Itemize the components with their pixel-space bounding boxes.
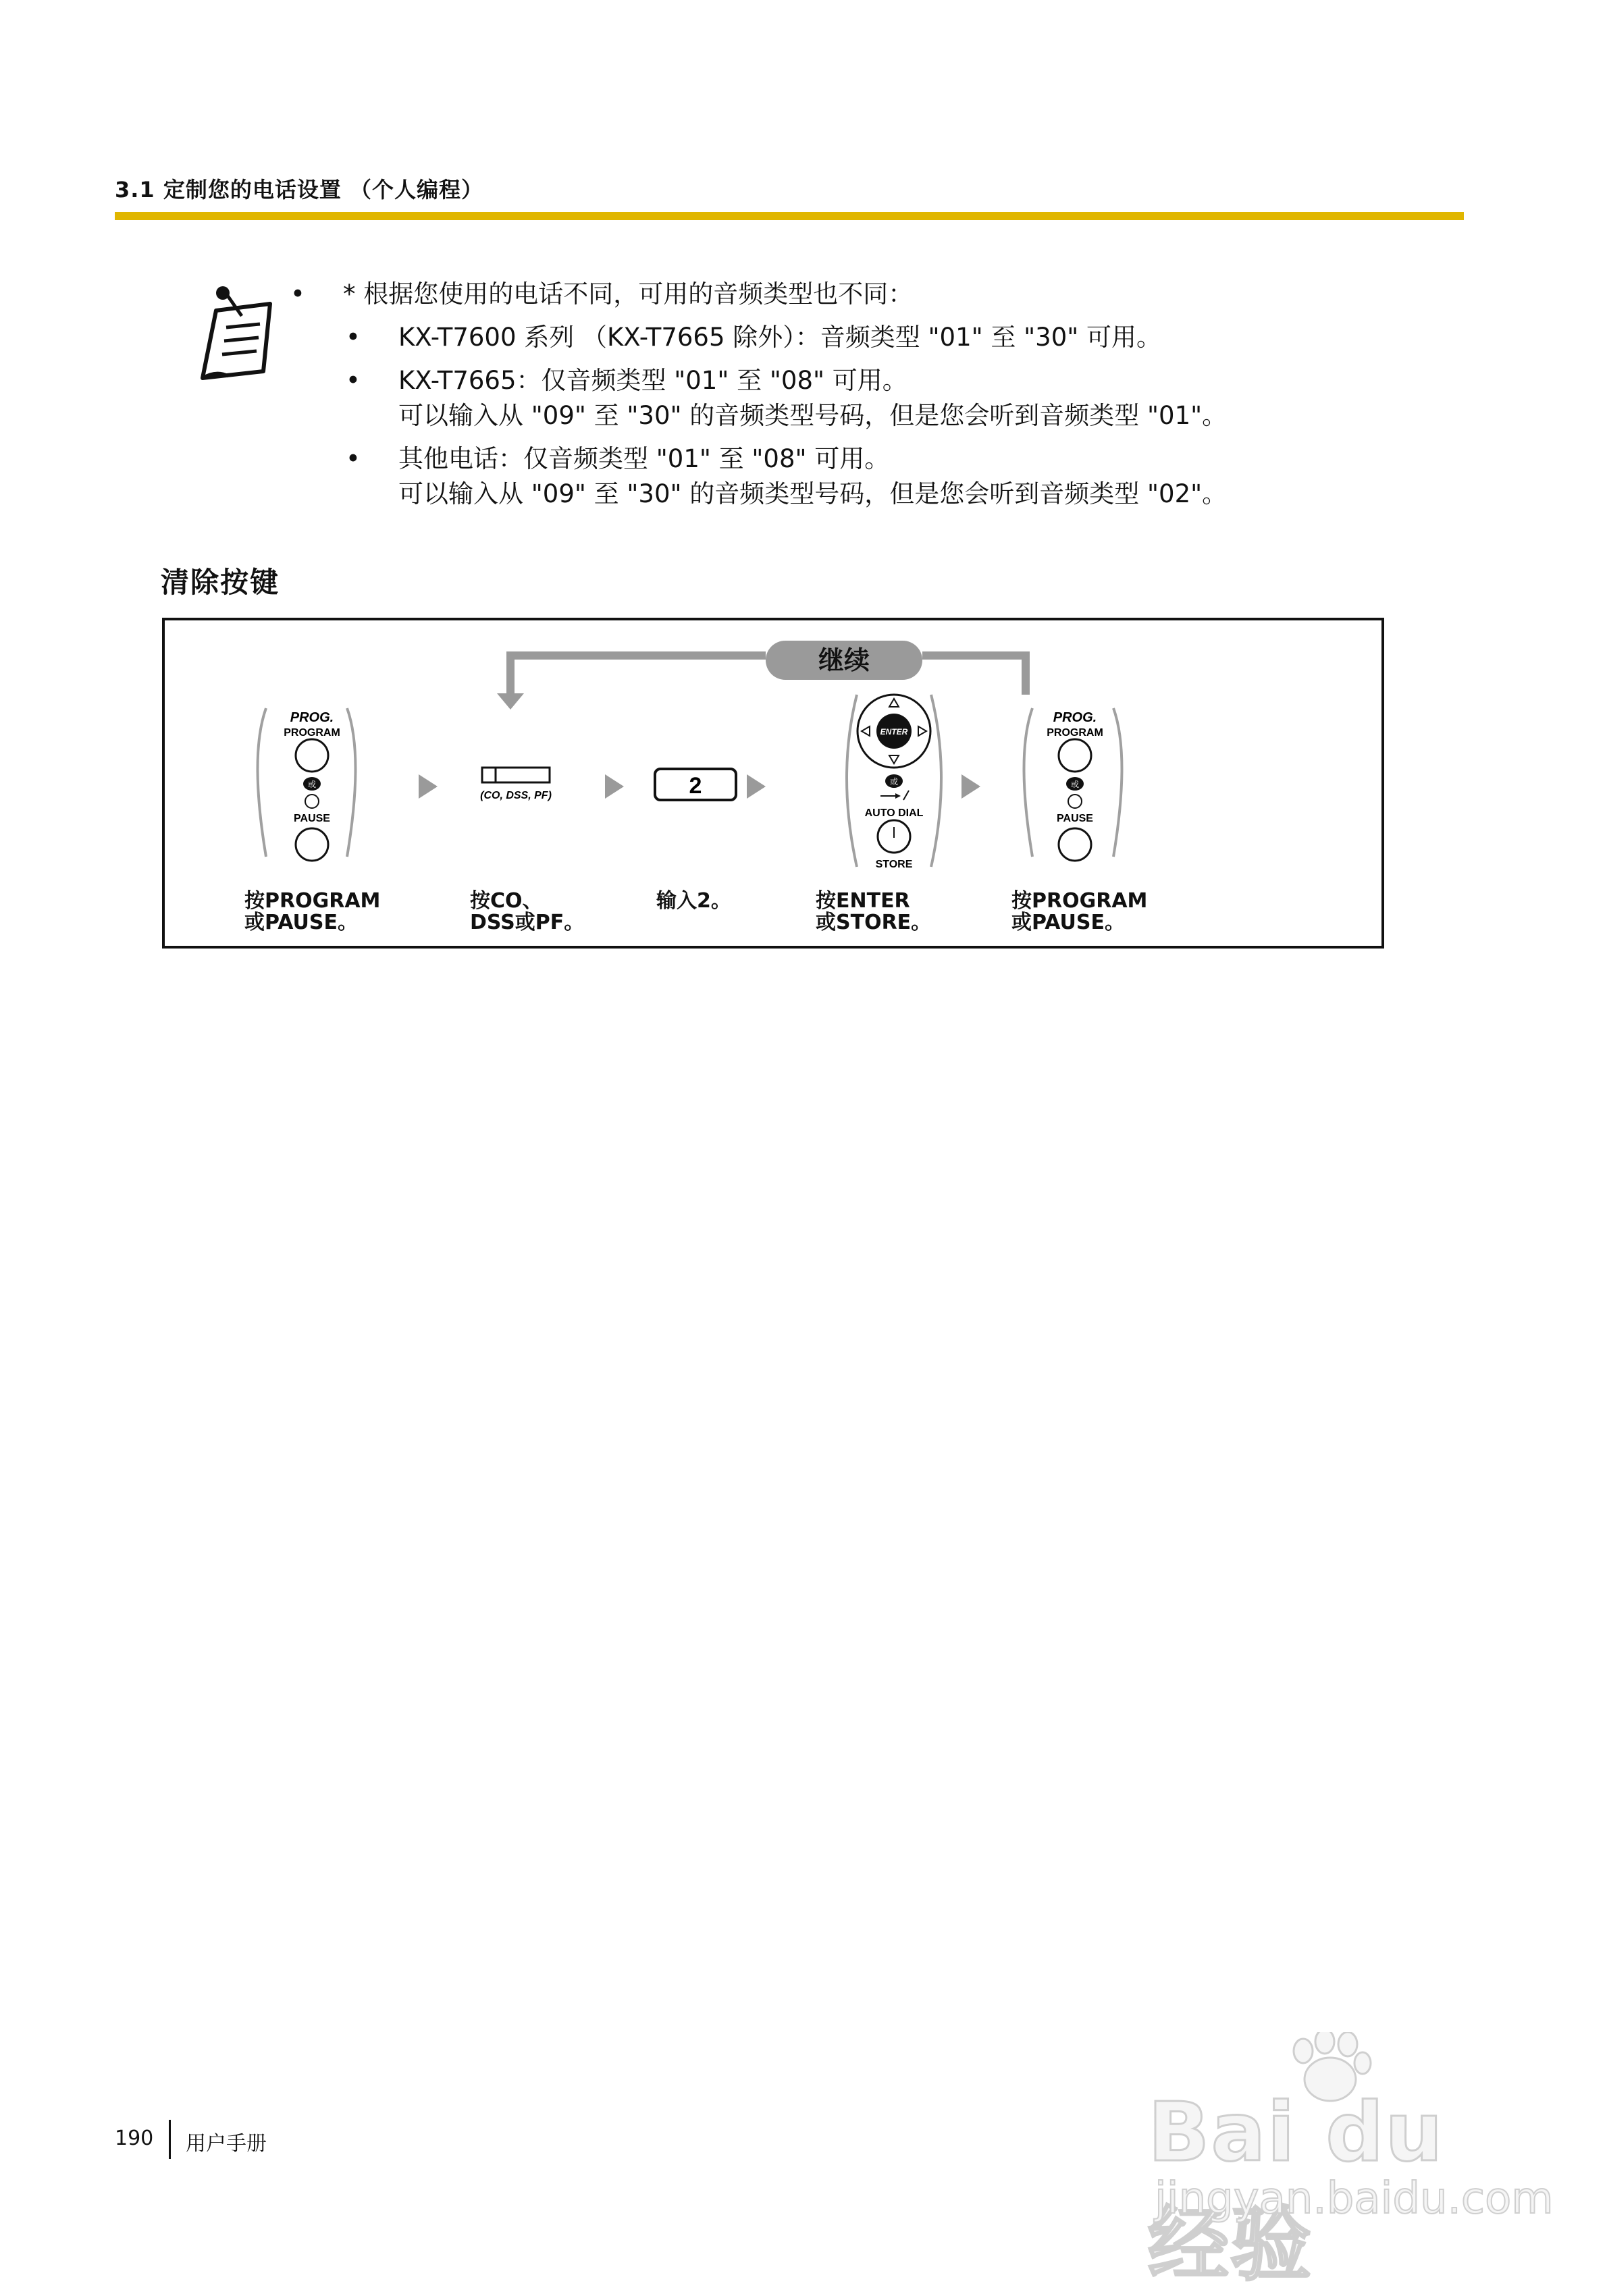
pause-button[interactable] [1059, 828, 1091, 861]
program-pause-keys [258, 708, 356, 861]
program-label: PROGRAM [1047, 727, 1103, 739]
step-caption [470, 890, 584, 934]
manual-name: 用户手册 [186, 2132, 267, 2156]
enter-label: ENTER [880, 727, 908, 737]
pause-icon [305, 795, 319, 808]
digit-label: 2 [689, 773, 702, 799]
continue-label: 继续 [766, 641, 922, 680]
note-item-line: KX-T7665：仅音频类型 "01" 至 "08" 可用。 [398, 366, 907, 395]
caption-line: 或PAUSE。 [244, 911, 358, 934]
caption-line: 按PROGRAM [1011, 889, 1148, 913]
caption-line: 或STORE。 [816, 911, 932, 934]
pause-label: PAUSE [294, 813, 330, 824]
note-item [290, 363, 1384, 433]
header-rule [115, 212, 1464, 220]
or-label: 或 [889, 777, 899, 786]
pause-icon [1068, 795, 1082, 808]
note-item-line: 可以输入从 "09" 至 "30" 的音频类型号码，但是您会听到音频类型 "01"。 [398, 401, 1228, 430]
note-item [290, 442, 1384, 512]
caption-line: 按ENTER [816, 889, 910, 913]
program-label: PROGRAM [284, 727, 340, 739]
key-label: (CO, DSS, PF) [480, 790, 552, 801]
bullet: • [346, 366, 361, 395]
footer-divider [169, 2120, 171, 2159]
note-item-line: KX-T7600 系列 （KX-T7665 除外）：音频类型 "01" 至 "30" 可用。 [398, 323, 1162, 352]
caption-line: 按CO、 [470, 889, 543, 913]
bullet: • [346, 444, 361, 473]
step-arrow [747, 774, 766, 799]
step-arrow [419, 774, 438, 799]
note-pencil-icon [196, 284, 284, 385]
step-caption [656, 890, 731, 912]
bullet: • [346, 323, 361, 352]
pause-label: PAUSE [1057, 813, 1093, 824]
note-main-text: * 根据您使用的电话不同，可用的音频类型也不同： [343, 279, 914, 309]
prog-label: PROG. [290, 710, 334, 725]
or-label: 或 [1070, 780, 1080, 789]
pause-button[interactable] [296, 828, 328, 861]
step-arrow [605, 774, 624, 799]
caption-line: 按PROGRAM [244, 889, 381, 913]
note-item-line: 可以输入从 "09" 至 "30" 的音频类型号码，但是您会听到音频类型 "02"。 [398, 479, 1228, 508]
step-caption [1011, 890, 1147, 934]
co-dss-pf-key [480, 768, 552, 801]
store-label: STORE [875, 859, 913, 870]
watermark [1148, 2032, 1554, 2292]
auto-dial-icon [880, 791, 909, 800]
note-item [290, 320, 1384, 355]
step-caption [244, 890, 380, 934]
step-arrow [961, 774, 980, 799]
continue-loop-arrow [497, 656, 1026, 710]
program-pause-keys [1024, 708, 1122, 861]
prog-label: PROG. [1053, 710, 1097, 725]
section-header-title: 3.1 定制您的电话设置 （个人编程） [115, 177, 483, 203]
note-block [290, 277, 1384, 512]
or-label: 或 [307, 780, 317, 789]
procedure-diagram [162, 618, 1384, 949]
step-caption [816, 890, 931, 934]
program-button[interactable] [296, 739, 328, 772]
digit-key [655, 769, 736, 800]
caption-line: 输入2。 [656, 889, 731, 913]
caption-line: DSS或PF。 [470, 911, 585, 934]
watermark-brand: Bai du 经验 [1148, 2086, 1444, 2292]
line-key-button[interactable] [482, 768, 550, 782]
auto-dial-label: AUTO DIAL [864, 807, 924, 819]
page-number: 190 [115, 2127, 154, 2150]
enter-store-keys [847, 695, 941, 870]
caption-line: 或PAUSE。 [1011, 911, 1125, 934]
program-button[interactable] [1059, 739, 1091, 772]
watermark-url: jingyan.baidu.com [1155, 2174, 1554, 2224]
clear-keys-title: 清除按键 [161, 566, 280, 599]
note-item-line: 其他电话：仅音频类型 "01" 至 "08" 可用。 [398, 444, 890, 473]
bullet: • [290, 279, 305, 309]
note-main [290, 277, 1384, 312]
